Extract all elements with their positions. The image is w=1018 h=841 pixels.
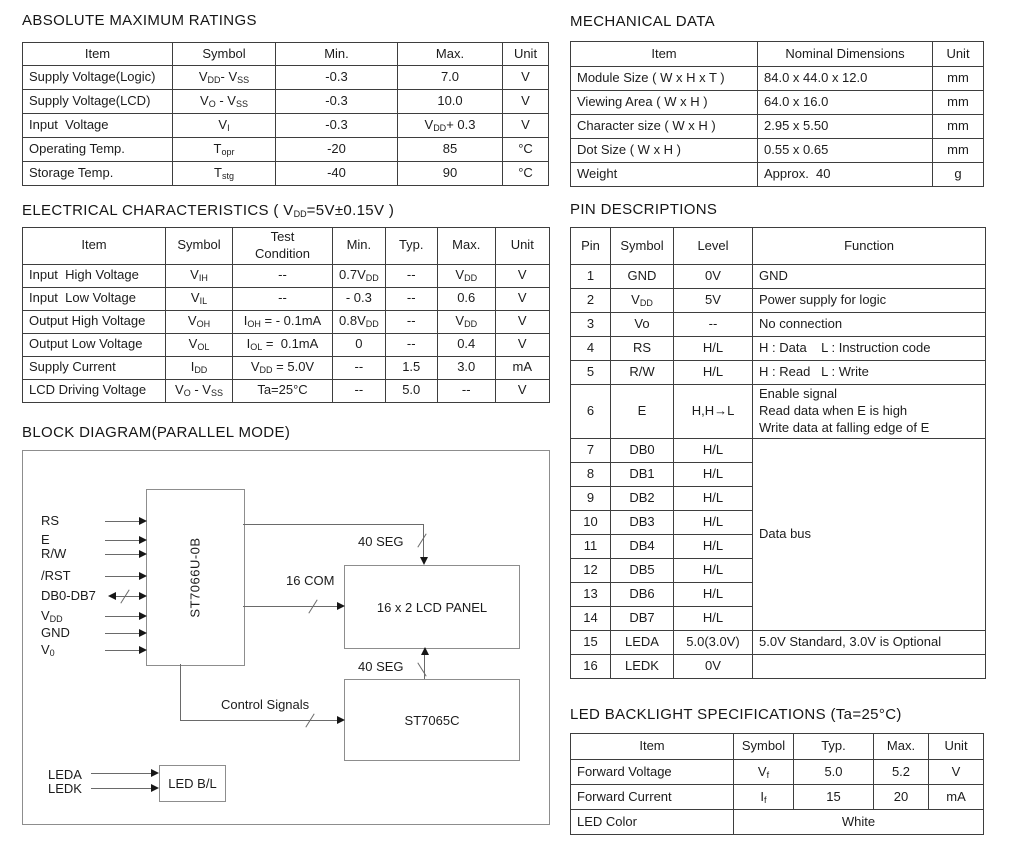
table-cell: $V_f$ <box>734 760 794 785</box>
com-label: 16 COM <box>286 573 335 588</box>
column-header: Function <box>753 228 986 265</box>
signal-arrow-icon <box>139 536 147 544</box>
table-cell: DB4 <box>611 534 674 558</box>
signal-arrow-icon <box>139 629 147 637</box>
seg-bottom-bus-slash-icon <box>417 662 426 676</box>
table-cell: Module Size ( W x H x T ) <box>571 67 758 91</box>
controller-label: ST7066U-0B <box>188 537 203 618</box>
column-header: Unit <box>503 43 549 66</box>
table-cell: Power supply for logic <box>753 289 986 313</box>
table-cell: Character size ( W x H ) <box>571 115 758 139</box>
table-cell: 6 <box>571 385 611 439</box>
signal-label: GND <box>41 625 70 640</box>
table-cell: 9 <box>571 486 611 510</box>
table-cell: Supply Current <box>23 356 166 379</box>
table-cell: H : Read L : Write <box>753 361 986 385</box>
table-cell: $V_O - V_{SS}$ <box>166 379 233 402</box>
table-cell: V <box>503 66 549 90</box>
table-cell: 4 <box>571 337 611 361</box>
leda-label: LEDA <box>48 767 82 782</box>
column-header: Item <box>571 42 758 67</box>
ledk-line <box>91 788 151 789</box>
table-cell: 5V <box>674 289 753 313</box>
table-cell: 13 <box>571 582 611 606</box>
signal-line <box>105 521 139 522</box>
table-cell: H/L <box>674 606 753 630</box>
electrical-title: ELECTRICAL CHARACTERISTICS ( $V_{DD}=5V\pm 0.15V$ ) <box>22 202 395 219</box>
table-cell: -40 <box>276 162 398 186</box>
table-cell: Data bus <box>753 438 986 630</box>
table-cell: H/L <box>674 534 753 558</box>
column-header: Item <box>23 43 173 66</box>
table-cell: -0.3 <box>276 114 398 138</box>
table-cell: -- <box>333 356 386 379</box>
table-cell: Approx. 40 <box>758 163 933 187</box>
column-header: Min. <box>333 228 386 265</box>
table-cell: $V_{DD} = 5.0V$ <box>233 356 333 379</box>
table-cell: V <box>929 760 984 785</box>
table-cell: 3 <box>571 313 611 337</box>
signal-label: $V_0$ <box>41 642 55 658</box>
table-cell: No connection <box>753 313 986 337</box>
table-cell: Input Voltage <box>23 114 173 138</box>
table-cell: H/L <box>674 558 753 582</box>
column-header: Unit <box>933 42 984 67</box>
ledk-label: LEDK <box>48 781 82 796</box>
backlight-label: LED B/L <box>168 776 217 791</box>
table-cell: $I_{OH}$ = - 0.1mA <box>233 310 333 333</box>
signal-label: $V_{DD}$ <box>41 608 63 624</box>
table-cell: V <box>503 90 549 114</box>
table-cell: RS <box>611 337 674 361</box>
table-cell: mm <box>933 139 984 163</box>
table-cell: mm <box>933 67 984 91</box>
table-cell: 0.55 x 0.65 <box>758 139 933 163</box>
table-cell: V <box>503 114 549 138</box>
table-cell: H/L <box>674 582 753 606</box>
column-header: Typ. <box>794 734 874 760</box>
lcd-panel-box <box>344 565 520 649</box>
table-cell: °C <box>503 138 549 162</box>
leda-line <box>91 773 151 774</box>
table-cell: -- <box>437 379 495 402</box>
table-cell: 5.0 <box>794 760 874 785</box>
signal-arrow-icon <box>139 550 147 558</box>
signal-arrow-left-icon <box>108 592 116 600</box>
table-cell: $V_{DD}$ <box>437 310 495 333</box>
table-cell: 11 <box>571 534 611 558</box>
table-cell: Output High Voltage <box>23 310 166 333</box>
table-cell: mm <box>933 91 984 115</box>
column-header: Max. <box>874 734 929 760</box>
mechanical-table <box>570 41 984 187</box>
table-cell: 0.6 <box>437 287 495 310</box>
table-cell: -- <box>674 313 753 337</box>
table-cell: 5.0V Standard, 3.0V is Optional <box>753 630 986 654</box>
seg-top-line-h <box>243 524 423 525</box>
table-cell: DB2 <box>611 486 674 510</box>
table-cell: V <box>495 287 549 310</box>
pin-descriptions-title: PIN DESCRIPTIONS <box>570 201 718 218</box>
control-arrow-icon <box>337 716 345 724</box>
table-cell: 84.0 x 44.0 x 12.0 <box>758 67 933 91</box>
table-cell: GND <box>611 265 674 289</box>
table-cell: 14 <box>571 606 611 630</box>
signal-line <box>105 633 139 634</box>
column-header: Level <box>674 228 753 265</box>
driver-label: ST7065C <box>404 712 460 728</box>
table-cell: 64.0 x 16.0 <box>758 91 933 115</box>
table-cell: H/L <box>674 361 753 385</box>
table-cell: 0.4 <box>437 333 495 356</box>
table-cell: DB7 <box>611 606 674 630</box>
table-cell: 7 <box>571 438 611 462</box>
column-header: Pin <box>571 228 611 265</box>
table-cell: $V_{OH}$ <box>166 310 233 333</box>
block-diagram-title: BLOCK DIAGRAM(PARALLEL MODE) <box>22 424 291 441</box>
table-cell: -0.3 <box>276 90 398 114</box>
lcd-panel-label: 16 x 2 LCD PANEL <box>376 599 488 615</box>
table-cell: H/L <box>674 337 753 361</box>
signal-arrow-icon <box>139 572 147 580</box>
column-header: Typ. <box>385 228 437 265</box>
table-cell: 5.2 <box>874 760 929 785</box>
table-cell: $V_{IH}$ <box>166 264 233 287</box>
seg-top-label: 40 SEG <box>358 534 404 549</box>
led-backlight-title: LED BACKLIGHT SPECIFICATIONS (Ta=25°C) <box>570 706 902 723</box>
table-cell: 85 <box>398 138 503 162</box>
table-cell: Vo <box>611 313 674 337</box>
table-cell: 15 <box>794 785 874 810</box>
table-cell: 10.0 <box>398 90 503 114</box>
table-cell: 2.95 x 5.50 <box>758 115 933 139</box>
signal-label: DB0-DB7 <box>41 588 96 603</box>
table-cell: White <box>734 810 984 835</box>
table-cell: $V_{IL}$ <box>166 287 233 310</box>
table-cell: $V_O - V_{SS}$ <box>173 90 276 114</box>
table-cell: -- <box>385 333 437 356</box>
table-cell: $T_{opr}$ <box>173 138 276 162</box>
signal-line <box>116 596 139 597</box>
table-cell: V <box>495 379 549 402</box>
table-cell: LCD Driving Voltage <box>23 379 166 402</box>
signal-label: /RST <box>41 568 71 583</box>
table-cell: $V_{DD}+ 0.3$ <box>398 114 503 138</box>
table-cell: V <box>495 264 549 287</box>
table-cell: 5 <box>571 361 611 385</box>
table-cell: mm <box>933 115 984 139</box>
table-cell: H/L <box>674 438 753 462</box>
column-header: Test Condition <box>233 228 333 265</box>
table-cell: 5.0 <box>385 379 437 402</box>
table-cell: -- <box>333 379 386 402</box>
signal-label: E <box>41 532 50 547</box>
signal-arrow-icon <box>139 592 147 600</box>
seg-bottom-label: 40 SEG <box>358 659 404 674</box>
table-cell: $V_{OL}$ <box>166 333 233 356</box>
table-cell: -- <box>385 310 437 333</box>
table-cell: Dot Size ( W x H ) <box>571 139 758 163</box>
table-cell: -0.3 <box>276 66 398 90</box>
table-cell: 90 <box>398 162 503 186</box>
table-cell: DB6 <box>611 582 674 606</box>
column-header: Symbol <box>611 228 674 265</box>
table-cell: 2 <box>571 289 611 313</box>
table-cell: 0V <box>674 654 753 678</box>
led-backlight-table <box>570 733 984 835</box>
table-cell: Supply Voltage(LCD) <box>23 90 173 114</box>
table-cell: 1 <box>571 265 611 289</box>
table-cell: g <box>933 163 984 187</box>
table-cell: -- <box>385 264 437 287</box>
table-cell: $I_{OL} = 0.1mA$ <box>233 333 333 356</box>
table-cell: Supply Voltage(Logic) <box>23 66 173 90</box>
table-cell: -- <box>233 287 333 310</box>
table-cell: 0 <box>333 333 386 356</box>
table-cell: V <box>495 310 549 333</box>
table-cell: V <box>495 333 549 356</box>
electrical-table <box>22 227 550 403</box>
table-cell: H/L <box>674 510 753 534</box>
controller-box <box>146 489 245 666</box>
table-cell: Input High Voltage <box>23 264 166 287</box>
table-cell: -- <box>385 287 437 310</box>
column-header: Item <box>23 228 166 265</box>
table-cell: Weight <box>571 163 758 187</box>
control-line-v <box>180 664 181 720</box>
seg-top-line-v <box>423 524 424 557</box>
table-cell: DB0 <box>611 438 674 462</box>
table-cell: $V_{DD}$ <box>437 264 495 287</box>
table-cell: $T_{stg}$ <box>173 162 276 186</box>
table-cell: $I_{DD}$ <box>166 356 233 379</box>
table-cell: -- <box>233 264 333 287</box>
table-cell: E <box>611 385 674 439</box>
table-cell: 15 <box>571 630 611 654</box>
pin-descriptions-table <box>570 227 986 679</box>
backlight-box <box>159 765 226 802</box>
mechanical-title: MECHANICAL DATA <box>570 13 715 30</box>
table-cell: Forward Current <box>571 785 734 810</box>
table-cell: H/L <box>674 486 753 510</box>
table-cell: 12 <box>571 558 611 582</box>
table-cell: Enable signal Read data when E is high Write data at falling edge of E <box>753 385 986 439</box>
table-cell: GND <box>753 265 986 289</box>
signal-line <box>105 554 139 555</box>
table-cell: LEDK <box>611 654 674 678</box>
leda-arrow-icon <box>151 769 159 777</box>
table-cell: mA <box>495 356 549 379</box>
table-cell: $0.7V_{DD}$ <box>333 264 386 287</box>
table-cell: Output Low Voltage <box>23 333 166 356</box>
signal-arrow-icon <box>139 517 147 525</box>
table-cell: Storage Temp. <box>23 162 173 186</box>
table-cell: DB1 <box>611 462 674 486</box>
table-cell: - 0.3 <box>333 287 386 310</box>
table-cell: DB5 <box>611 558 674 582</box>
signal-line <box>105 540 139 541</box>
ledk-arrow-icon <box>151 784 159 792</box>
table-cell <box>753 654 986 678</box>
table-cell: °C <box>503 162 549 186</box>
column-header: Symbol <box>166 228 233 265</box>
column-header: Unit <box>495 228 549 265</box>
table-cell: $I_f$ <box>734 785 794 810</box>
table-cell: 7.0 <box>398 66 503 90</box>
table-cell: 5.0(3.0V) <box>674 630 753 654</box>
column-header: Symbol <box>734 734 794 760</box>
table-cell: H,H→L <box>674 385 753 439</box>
signal-line <box>105 650 139 651</box>
column-header: Nominal Dimensions <box>758 42 933 67</box>
table-cell: 1.5 <box>385 356 437 379</box>
table-cell: Ta=25°C <box>233 379 333 402</box>
table-cell: R/W <box>611 361 674 385</box>
com-arrow-icon <box>337 602 345 610</box>
control-line-h <box>180 720 337 721</box>
block-diagram <box>22 450 550 825</box>
signal-label: R/W <box>41 546 67 561</box>
signal-line <box>105 576 139 577</box>
table-cell: 10 <box>571 510 611 534</box>
table-cell: $V_{DD}$ <box>611 289 674 313</box>
table-cell: LED Color <box>571 810 734 835</box>
table-cell: Viewing Area ( W x H ) <box>571 91 758 115</box>
seg-top-bus-slash-icon <box>417 533 426 547</box>
signal-label: RS <box>41 513 60 528</box>
seg-top-arrow-icon <box>420 557 428 565</box>
column-header: Max. <box>437 228 495 265</box>
column-header: Item <box>571 734 734 760</box>
column-header: Symbol <box>173 43 276 66</box>
seg-bottom-arrow-icon <box>421 647 429 655</box>
table-cell: H/L <box>674 462 753 486</box>
control-label: Control Signals <box>221 697 310 712</box>
signal-line <box>105 616 139 617</box>
table-cell: $0.8V_{DD}$ <box>333 310 386 333</box>
table-cell: DB3 <box>611 510 674 534</box>
table-cell: 0V <box>674 265 753 289</box>
table-cell: Forward Voltage <box>571 760 734 785</box>
column-header: Unit <box>929 734 984 760</box>
table-cell: 16 <box>571 654 611 678</box>
table-cell: Operating Temp. <box>23 138 173 162</box>
abs-max-title: ABSOLUTE MAXIMUM RATINGS <box>22 12 257 29</box>
table-cell: mA <box>929 785 984 810</box>
signal-arrow-icon <box>139 612 147 620</box>
table-cell: $V_I$ <box>173 114 276 138</box>
column-header: Min. <box>276 43 398 66</box>
table-cell: $V_{DD}-$ $V_{SS}$ <box>173 66 276 90</box>
table-cell: H : Data L : Instruction code <box>753 337 986 361</box>
driver-box <box>344 679 520 761</box>
table-cell: LEDA <box>611 630 674 654</box>
table-cell: 3.0 <box>437 356 495 379</box>
table-cell: -20 <box>276 138 398 162</box>
table-cell: 8 <box>571 462 611 486</box>
table-cell: 20 <box>874 785 929 810</box>
com-line <box>243 606 337 607</box>
signal-arrow-icon <box>139 646 147 654</box>
column-header: Max. <box>398 43 503 66</box>
abs-max-table <box>22 42 549 186</box>
table-cell: Input Low Voltage <box>23 287 166 310</box>
